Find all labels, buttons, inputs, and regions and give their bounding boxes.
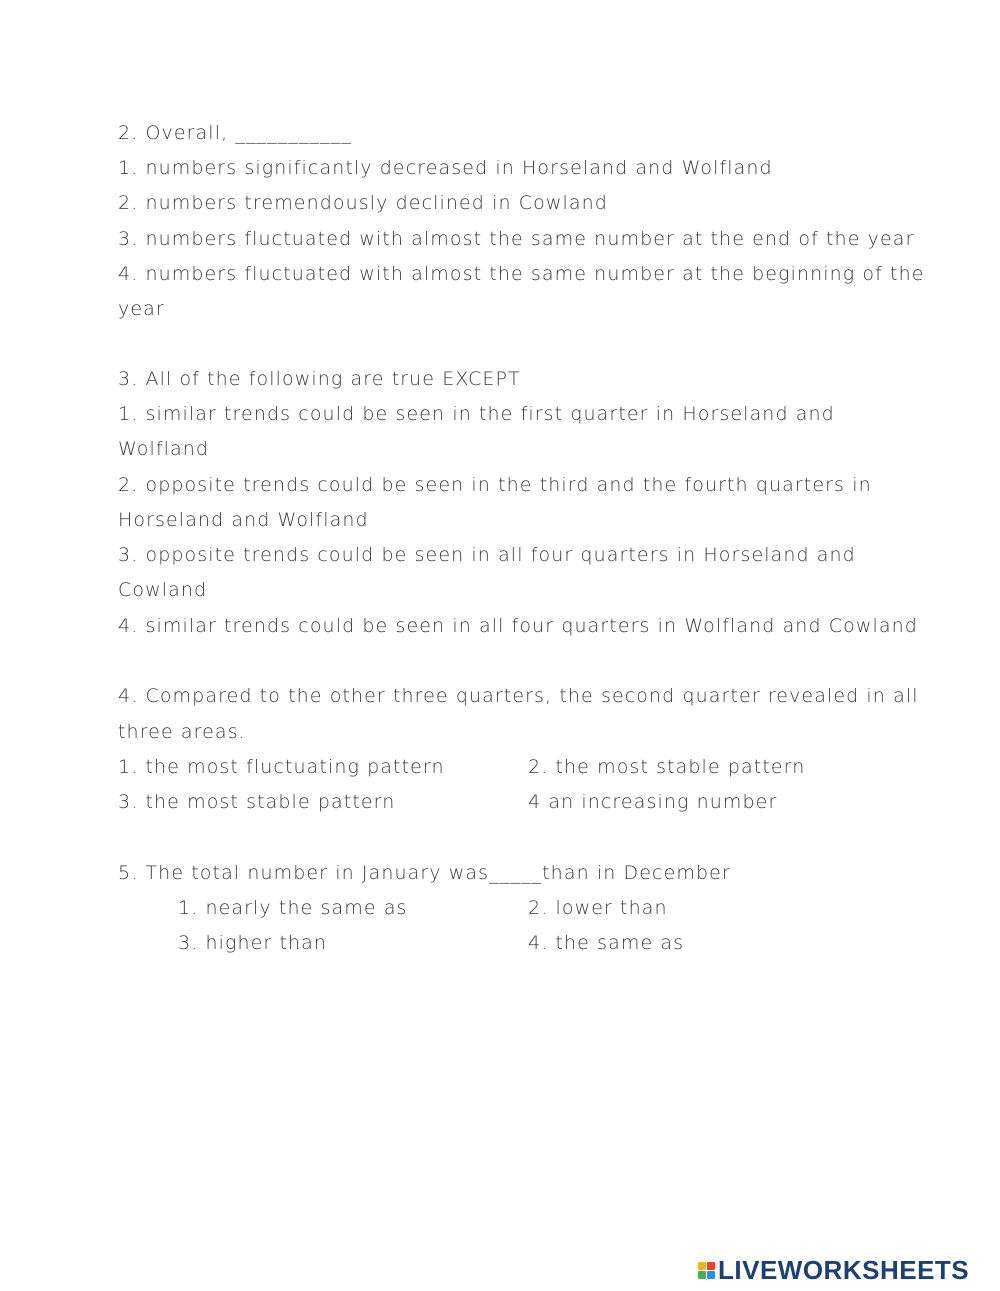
q3-option-1-line1: 1. similar trends could be seen in the first quarter in Horseland and (118, 403, 835, 425)
logo-block (707, 1262, 715, 1270)
logo-block (707, 1271, 715, 1279)
q2-option-3: 3. numbers fluctuated with almost the same number at the end of the year (118, 228, 915, 250)
q5-option-1: 1. nearly the same as (178, 897, 408, 919)
logo-blocks-icon (698, 1262, 715, 1279)
q2-option-1: 1. numbers significantly decreased in Horseland and Wolfland (118, 157, 773, 179)
q5-option-3: 3. higher than (178, 932, 328, 954)
q4-option-2: 2. the most stable pattern (528, 756, 806, 778)
liveworksheets-logo (698, 1256, 969, 1284)
q3-option-4: 4. similar trends could be seen in all four quarters in Wolfland and Cowland (118, 615, 918, 637)
q3-option-3-line2: Cowland (118, 579, 208, 601)
q2-option-2: 2. numbers tremendously declined in Cowland (118, 192, 608, 214)
logo-text: LIVEWORKSHEETS (718, 1254, 970, 1285)
q4-option-4: 4 an increasing number (528, 791, 778, 813)
q4-option-3: 3. the most stable pattern (118, 791, 396, 813)
logo-block (698, 1262, 706, 1270)
q4-stem-line2: three areas. (118, 721, 246, 743)
logo-block (698, 1271, 706, 1279)
q5-stem: 5. The total number in January was_____than in December (118, 862, 731, 884)
q2-stem: 2. Overall, ___________ (118, 122, 352, 144)
q2-option-4-line1: 4. numbers fluctuated with almost the same number at the beginning of the (118, 263, 925, 285)
q2-option-4-line2: year (118, 298, 165, 320)
q4-option-1: 1. the most fluctuating pattern (118, 756, 445, 778)
q3-option-2-line1: 2. opposite trends could be seen in the third and the fourth quarters in (118, 474, 872, 496)
q5-option-4: 4. the same as (528, 932, 685, 954)
q5-option-2: 2. lower than (528, 897, 668, 919)
q3-option-2-line2: Horseland and Wolfland (118, 509, 369, 531)
q4-stem-line1: 4. Compared to the other three quarters, the second quarter revealed in all (118, 685, 919, 707)
q3-option-3-line1: 3. opposite trends could be seen in all four quarters in Horseland and (118, 544, 856, 566)
q3-option-1-line2: Wolfland (118, 438, 210, 460)
q3-stem: 3. All of the following are true EXCEPT (118, 368, 521, 390)
